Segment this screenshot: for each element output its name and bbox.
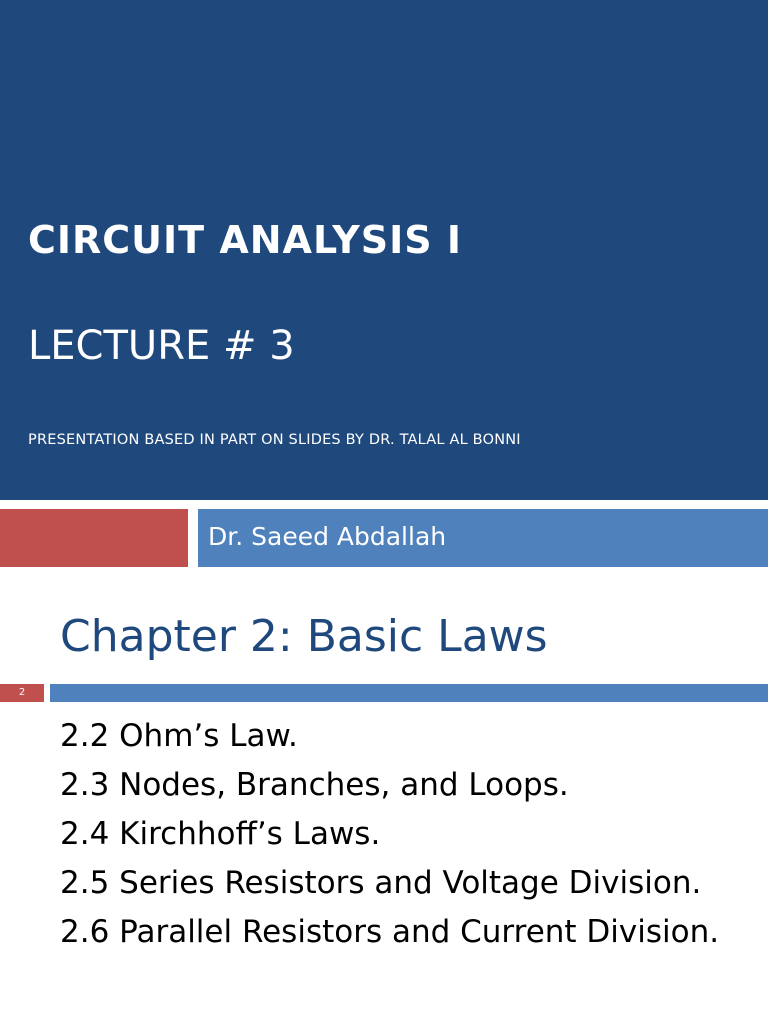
author-name: Dr. Saeed Abdallah — [208, 522, 447, 551]
author-bar — [198, 509, 768, 567]
list-item: 2.4 Kirchhoff’s Laws. — [60, 816, 381, 852]
list-item: 2.6 Parallel Resistors and Current Division. — [60, 914, 720, 950]
slide-credit: PRESENTATION BASED IN PART ON SLIDES BY DR. TALAL AL BONNI — [28, 432, 521, 448]
slide-number: 2 — [0, 684, 44, 702]
title-slide — [0, 0, 768, 500]
header-rule — [50, 684, 768, 702]
list-item: 2.2 Ohm’s Law. — [60, 718, 298, 754]
course-title: CIRCUIT ANALYSIS I — [28, 218, 462, 262]
chapter-title: Chapter 2: Basic Laws — [60, 611, 548, 662]
topic-list — [60, 716, 760, 961]
accent-bar-red — [0, 509, 188, 567]
list-item: 2.5 Series Resistors and Voltage Division. — [60, 865, 702, 901]
list-item: 2.3 Nodes, Branches, and Loops. — [60, 767, 569, 803]
lecture-number: LECTURE # 3 — [28, 323, 295, 369]
